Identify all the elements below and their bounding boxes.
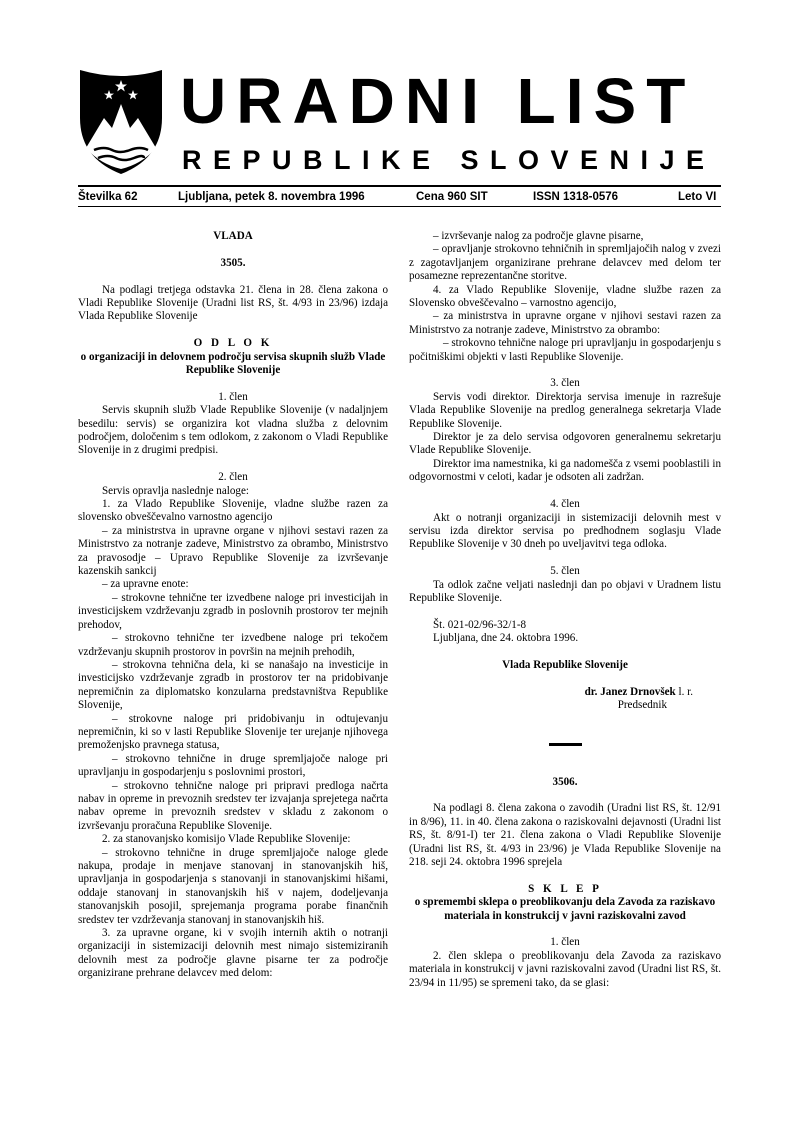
paragraph: – strokovno tehnične ter izvedbene naloge pri tekočem vzdrževanju skupnih prostorov in površin na mejnih prehodih, bbox=[78, 632, 388, 658]
issuer-heading: VLADA bbox=[213, 230, 253, 242]
paragraph: 1. za Vlado Republike Slovenije, vladne službe razen za slovensko obveščevalno varnostno agencijo bbox=[78, 498, 388, 524]
masthead-rule-top bbox=[78, 185, 721, 187]
paragraph: Direktor ima namestnika, ki ga nadomešča z vsemi pooblastili in odgovornostmi v celoti, kadar je odsoten ali zadržan. bbox=[409, 457, 721, 484]
section-separator bbox=[549, 743, 582, 746]
act-title: o organizaciji in delovnem področju servisa skupnih služb Vlade Republike Slovenije bbox=[80, 350, 386, 377]
paragraph: – izvrševanje nalog za področje glavne pisarne, bbox=[433, 230, 644, 242]
act-preamble: Na podlagi tretjega odstavka 21. člena in 28. člena zakona o Vladi Republike Slovenije (Uradni list RS, št. 4/93 in 23/96) izdaja Vlada Republike Slovenije bbox=[78, 283, 388, 323]
act-type: S K L E P bbox=[528, 882, 602, 895]
signing-body: Vlada Republike Slovenije bbox=[502, 658, 628, 671]
gazette-title: URADNI LIST bbox=[180, 65, 696, 137]
act-number: 3505. bbox=[220, 256, 246, 269]
paragraph: – opravljanje strokovno tehničnih in spremljajočih nalog v zvezi z zagotavljanjem organizirane prehrane delavcev med delom ter posamezne reprezentančne storitve. bbox=[409, 243, 721, 283]
act-type: O D L O K bbox=[193, 337, 273, 350]
signatory bbox=[409, 686, 721, 699]
article-heading: 3. člen bbox=[550, 377, 580, 390]
paragraph: – za upravne enote: bbox=[102, 578, 189, 591]
paragraph: 2. člen sklepa o preoblikovanju dela Zavoda za raziskavo materiala in konstrukcij v javni raziskovalni zavod (Uradni list RS, št. 23/94 in 11/95) se spremeni tako, da se glasi: bbox=[409, 949, 721, 989]
paragraph: – strokovno tehnične in druge spremljajoče naloge pri upravljanju in gospodarjenju s poslovnimi prostori, bbox=[78, 752, 388, 779]
reference-number: Št. 021-02/96-32/1-8 bbox=[433, 618, 527, 631]
issue-issn: ISSN 1318-0576 bbox=[533, 191, 619, 203]
paragraph: 4. za Vlado Republike Slovenije, vladne službe razen za Slovensko obveščevalno – varnostno agencijo, bbox=[409, 283, 721, 310]
paragraph: – strokovne tehnične ter izvedbene naloge pri investicijah in investicijskem vzdrževanju zgradb in poslovnih prostorov ter mejnih prehodov, bbox=[78, 591, 388, 631]
article-heading: 4. člen bbox=[550, 498, 580, 511]
article-heading: 2. člen bbox=[218, 471, 248, 484]
reference-date: Ljubljana, dne 24. oktobra 1996. bbox=[433, 632, 579, 645]
signatory-suffix: l. r. bbox=[675, 685, 693, 698]
paragraph: Servis skupnih služb Vlade Republike Slovenije (v nadaljnjem besedilu: servis) se organizira kot vladna služba z delovnim področjem, določenim s tem odlokom, z zakonom o Vladi Republike Slovenije in z drugimi predpisi. bbox=[78, 404, 388, 457]
act-title: o spremembi sklepa o preoblikovanju dela Zavoda za raziskavo materiala in konstrukcij v javni raziskovalni zavod bbox=[414, 896, 716, 922]
paragraph: Ta odlok začne veljati naslednji dan po objavi v Uradnem listu Republike Slovenije. bbox=[409, 578, 721, 604]
article-heading: 1. člen bbox=[218, 390, 248, 403]
coat-of-arms-icon bbox=[78, 66, 164, 176]
act-number: 3506. bbox=[552, 775, 578, 788]
article-heading: 5. člen bbox=[550, 565, 580, 578]
paragraph: Servis vodi direktor. Direktorja servisa imenuje in razrešuje Vlada Republike Slovenije na predlog generalnega sekretarja Vlade Republike Slovenije. bbox=[409, 390, 721, 430]
paragraph: Direktor je za delo servisa odgovoren generalnemu sekretarju Vlade Republike Slovenije. bbox=[409, 431, 721, 457]
paragraph: 3. za upravne organe, ki v svojih internih aktih o notranji organizaciji in sistemizaciji delovnih mest nimajo sistemiziranih delovnih mest za področje glavne pisarne ter za področje organizirane prehrane delavcev med delom: bbox=[78, 927, 388, 980]
paragraph: – strokovne naloge pri pridobivanju in odtujevanju nepremičnin, ki so v lasti Republike Slovenije ter urejanje njihovega premoženjsko pravnega statusa, bbox=[78, 712, 388, 752]
signatory-role: Predsednik bbox=[617, 699, 667, 712]
article-heading: 1. člen bbox=[550, 936, 580, 949]
signatory-name: dr. Janez Drnovšek bbox=[584, 685, 676, 698]
issue-volume: Leto VI bbox=[678, 191, 717, 203]
issue-number: Številka 62 bbox=[78, 191, 138, 203]
act-preamble: Na podlagi 8. člena zakona o zavodih (Uradni list RS, št. 12/91 in 8/96), 11. in 40. člena zakona o raziskovalni dejavnosti (Uradni list RS, št. 8/91-I) ter 21. člena zakona o Vladi Republike Slovenije (Uradni list RS, št. 4/93 in 23/96) je Vlada Republike Slovenije na 218. seji 24. oktobra 1996 sprejela bbox=[409, 802, 721, 868]
masthead-rule-bottom bbox=[78, 206, 721, 207]
paragraph: – strokovna tehnična dela, ki se nanašajo na investicije in investicijsko vzdrževanje zgradb in prostorov ter na pridobivanje nepremičnin za diplomatsko konzularna predstavništva Republike Slovenije, bbox=[78, 658, 388, 712]
paragraph: Akt o notranji organizaciji in sistemizaciji delovnih mest v servisu izda direktor servisa po predhodnem soglasju Vlade Republike Slovenije v 30 dneh po uveljavitvi tega odloka. bbox=[409, 511, 721, 551]
paragraph: – strokovno tehnične naloge pri pripravi predloga načrta nabav in opreme in prevoznih sredstev ter izvajanja sprejetega načrta nabav opreme in prevoznih sredstev v skladu z zakonom o izvrševanju proračuna Republike Slovenije. bbox=[78, 779, 388, 832]
right-column bbox=[409, 230, 721, 990]
paragraph: Servis opravlja naslednje naloge: bbox=[102, 484, 249, 497]
paragraph: – za ministrstva in upravne organe v njihovi sestavi razen za Ministrstvo za notranje zadeve, Ministrstvo za obrambo: bbox=[409, 310, 721, 336]
left-column bbox=[78, 230, 388, 981]
issue-place-date: Ljubljana, petek 8. novembra 1996 bbox=[178, 191, 365, 203]
paragraph: – strokovno tehnične in druge spremljajoče naloge glede nakupa, prodaje in menjave stanovanj in stanovanjskih hiš, upravljanja in gospodarjenja s stanovanji in stanovanjskimi hišami, oddaje stanovanj in stanovanjskih hiš v najem, dodeljevanja stanovanjskih posojil, sprejemanja programa porabe finančnih sredstev ter vzdrževanja stanovanj in stanovanjskih hiš. bbox=[78, 846, 388, 926]
paragraph: 2. za stanovanjsko komisijo Vlade Republike Slovenije: bbox=[102, 833, 351, 846]
issue-price: Cena 960 SIT bbox=[416, 191, 488, 203]
paragraph: – strokovno tehnične naloge pri upravljanju in gospodarjenju s počitniškimi objekti v lasti Republike Slovenije. bbox=[409, 337, 721, 363]
gazette-subtitle: REPUBLIKE SLOVENIJE bbox=[182, 145, 716, 175]
paragraph: – za ministrstva in upravne organe v njihovi sestavi razen za Ministrstvo za notranje zadeve, Ministrstvo za obrambo, Ministrstvo za pravosodje – Upravo Republike Slovenije za izvrševanje kazenskih sankcij bbox=[78, 524, 388, 578]
